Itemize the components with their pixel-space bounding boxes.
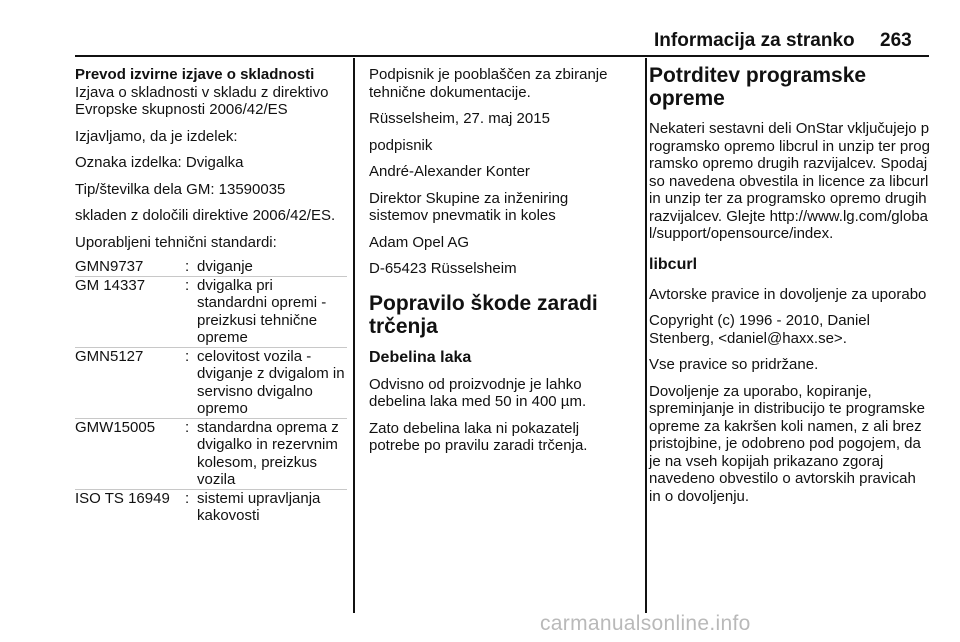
section-title-collision: Popravilo škode zaradi trčenja [369, 291, 598, 338]
header-title: Informacija za stranko [654, 30, 855, 51]
page-number: 263 [880, 30, 912, 51]
standard-separator: : [185, 347, 197, 418]
standards-table [75, 258, 347, 525]
permission-text: Dovoljenje za uporabo, kopiranje, spreminjanje in distribucijo te programske opreme za kakršen koli namen, z ali brez pristojbine, je odobreno pod pogojem, da je na vseh kopijah prikazano zgoraj navedeno obvestilo o avtorskih pravicah in o dovoljenju. [649, 382, 925, 505]
copyright-heading: Avtorske pravice in dovoljenje za uporabo [649, 285, 927, 303]
software-notice: Nekateri sestavni deli OnStar vključujejo programsko opremo libcrul in unzip ter programsko opremo drugih razvijalcev. Spodaj so navedena obvestila in licence za libcurl in unzip ter za programsko opremo drugih razvijalcev. Glejte http://www.lg.com/global/support/opensource/index. [649, 120, 930, 242]
standard-code: GMW15005 [75, 418, 185, 489]
company-address: D-65423 Rüsselsheim [369, 260, 517, 277]
standard-description: dvigalka pri standardni opremi - preizkusi tehnične opreme [197, 276, 347, 347]
standard-code: ISO TS 16949 [75, 489, 185, 525]
standard-description: dviganje [197, 258, 253, 275]
standard-code: GM 14337 [75, 276, 185, 347]
column-2 [369, 66, 631, 464]
column-divider-2 [645, 58, 647, 613]
standard-description: sistemi upravljanja kakovosti [197, 489, 347, 525]
part-number: Tip/številka dela GM: 13590035 [75, 180, 286, 198]
standard-separator: : [185, 258, 190, 275]
column-3 [649, 66, 931, 514]
watermark: carmanualsonline.info [540, 612, 751, 635]
standard-separator: : [185, 418, 197, 489]
header-rule [75, 55, 929, 57]
column-divider-1 [353, 58, 355, 613]
signature-label: podpisnik [369, 136, 433, 154]
standard-description: standardna oprema z dvigalko in rezervnim kolesom, preizkus vozila [197, 418, 347, 489]
standard-separator: : [185, 489, 197, 525]
standard-description: celovitost vozila - dviganje z dvigalom in servisno dvigalno opremo [197, 347, 347, 418]
standards-row [75, 489, 347, 525]
signatory-authorization: Podpisnik je pooblaščen za zbiranje tehnične dokumentacije. [369, 66, 608, 101]
page-header [0, 0, 960, 56]
declaration-heading: Prevod izvirne izjave o skladnosti [75, 66, 315, 83]
standard-code: GMN5127 [75, 347, 185, 418]
subsection-libcurl: libcurl [649, 255, 698, 273]
standards-intro: Uporabljeni tehnični standardi: [75, 233, 277, 251]
rights-reserved: Vse pravice so pridržane. [649, 356, 819, 373]
section-title-software: Potrditev programske opreme [649, 64, 867, 110]
signatory-name: André-Alexander Konter [369, 163, 530, 180]
standards-row [75, 418, 347, 489]
compliance-text: skladen z določili direktive 2006/42/ES. [75, 207, 336, 224]
standard-code: GMN9737 [75, 258, 144, 275]
standards-row [75, 276, 347, 347]
product-designation: Oznaka izdelka: Dvigalka [75, 154, 244, 171]
copyright-notice: Copyright (c) 1996 - 2010, Daniel Stenberg, <daniel@haxx.se>. [649, 312, 870, 347]
column-1 [75, 66, 347, 525]
paint-thickness-text: Odvisno od proizvodnje je lahko debelina laka med 50 in 400 µm. [369, 375, 587, 410]
company-name: Adam Opel AG [369, 233, 470, 251]
standard-separator: : [185, 276, 197, 347]
signatory-position: Direktor Skupine za inženiring sistemov pnevmatik in koles [369, 189, 569, 224]
declaration-statement: Izjavljamo, da je izdelek: [75, 127, 238, 145]
standards-row [75, 347, 347, 418]
subsection-paint-thickness: Debelina laka [369, 348, 472, 366]
paint-thickness-note: Zato debelina laka ni pokazatelj potrebe po pravilu zaradi trčenja. [369, 419, 588, 454]
declaration-text: Izjava o skladnosti v skladu z direktivo Evropske skupnosti 2006/42/ES [75, 83, 329, 118]
standards-row [75, 258, 347, 276]
place-date: Rüsselsheim, 27. maj 2015 [369, 110, 550, 127]
